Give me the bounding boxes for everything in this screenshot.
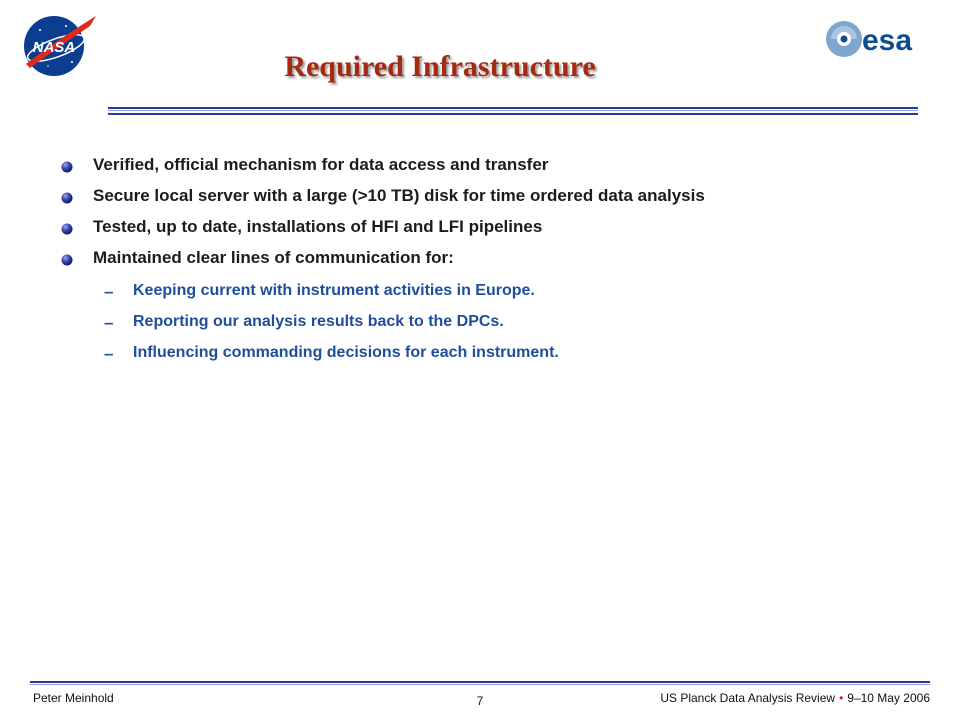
bullet-sphere-icon (60, 222, 74, 236)
footer-author: Peter Meinhold (33, 691, 114, 705)
subbullet-item (104, 313, 924, 339)
bullet-sphere-icon (60, 253, 74, 267)
subbullet-text: Reporting our analysis results back to the DPCs. (133, 313, 504, 330)
footer-separator: • (839, 691, 844, 705)
bullet-text: Verified, official mechanism for data access and transfer (93, 155, 549, 174)
subbullet-item (104, 282, 924, 308)
footer-event-name: US Planck Data Analysis Review (660, 691, 836, 705)
bullet-item (60, 186, 930, 212)
footer-date: 9–10 May 2006 (847, 691, 930, 705)
bullet-text: Tested, up to date, installations of HFI and LFI pipelines (93, 217, 543, 236)
page-number: 7 (476, 694, 484, 708)
bullet-item (60, 155, 930, 181)
svg-text:NASA: NASA (32, 39, 76, 56)
svg-text:esa: esa (862, 24, 913, 57)
bullet-item (60, 248, 930, 274)
slide-title: Required Infrastructure (284, 50, 596, 83)
bullet-sphere-icon (60, 160, 74, 174)
bullet-sphere-icon (60, 191, 74, 205)
bullet-text: Secure local server with a large (>10 TB) disk for time ordered data analysis (93, 186, 705, 205)
subbullet-text: Keeping current with instrument activities in Europe. (133, 282, 535, 299)
bullet-item (60, 217, 930, 243)
subbullet-item (104, 344, 924, 370)
title-divider (108, 107, 918, 117)
subbullet-dash: – (104, 313, 114, 332)
subbullet-dash: – (104, 344, 114, 363)
footer-divider (30, 681, 930, 686)
subbullet-dash: – (104, 282, 114, 301)
subbullet-text: Influencing commanding decisions for each instrument. (133, 344, 559, 361)
footer-event (660, 691, 930, 705)
bullet-text: Maintained clear lines of communication for: (93, 248, 454, 267)
